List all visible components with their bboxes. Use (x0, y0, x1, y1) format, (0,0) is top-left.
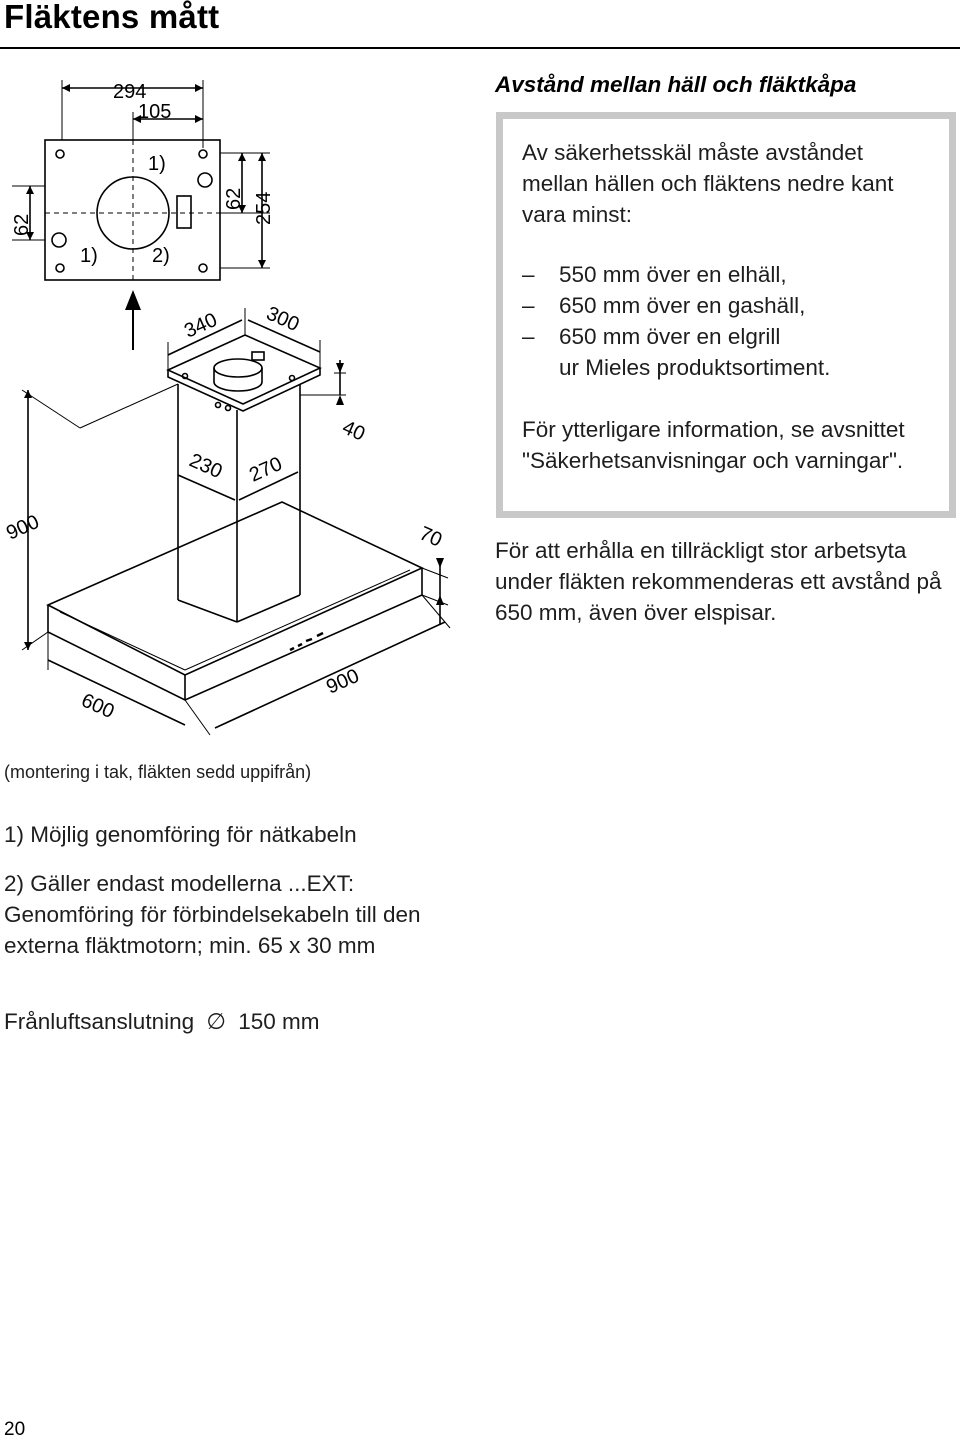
cable-opening-1b (52, 233, 66, 247)
dim-230: 230 (185, 449, 226, 484)
list-item: ur Mieles produktsortiment. (559, 355, 831, 380)
exhaust-label: Frånluftsanslutning (4, 1009, 195, 1034)
recommendation-text: För att erhålla en tillräckligt stor arbetsyta under fläkten rekommenderas ett avstånd på 650 mm, även över elspisar. (495, 538, 942, 625)
note-2: 2) Gäller endast modellerna ...EXT: Genomföring för förbindelsekabeln till den externa fläktmotorn; min. 65 x 30 mm (4, 871, 421, 958)
note-1: 1) Möjlig genomföring för nätkabeln (4, 822, 357, 847)
dim-900-width: 900 (323, 664, 363, 699)
dim-294: 294 (113, 81, 147, 103)
exhaust-connection (4, 1006, 320, 1037)
safety-warning-box (496, 112, 956, 518)
list-item: – 650 mm över en gashäll, (522, 293, 806, 318)
label-1-top: 1) (148, 153, 166, 175)
list-item: – 650 mm över en elgrill (522, 324, 781, 349)
exhaust-value: 150 mm (238, 1009, 320, 1034)
label-2: 2) (152, 245, 170, 267)
hood-dimension-diagram (0, 55, 490, 755)
cable-opening-1a (198, 173, 212, 187)
dim-270: 270 (246, 452, 286, 487)
page-number: 20 (4, 1419, 26, 1440)
safety-intro: Av säkerhetsskäl måste avståndet mellan hällen och fläktens nedre kant vara minst: (522, 140, 894, 227)
diameter-symbol: ∅ (206, 1009, 226, 1034)
distance-list (522, 259, 830, 383)
hood-canopy-top (48, 502, 422, 675)
safety-info: För ytterligare information, se avsnittet "Säkerhetsanvisningar och varningar". (522, 417, 905, 473)
diagram-caption: (montering i tak, fläkten sedd uppifrån) (4, 762, 312, 782)
dim-300: 300 (262, 302, 303, 337)
dim-70: 70 (415, 522, 446, 552)
dim-40: 40 (338, 416, 369, 446)
dim-105: 105 (138, 101, 172, 123)
dim-900-height: 900 (3, 510, 43, 545)
page-title: Fläktens mått (4, 0, 220, 35)
dim-340: 340 (181, 308, 221, 343)
title-rule (0, 47, 960, 49)
cable-opening-2 (177, 196, 191, 228)
dim-254: 254 (253, 191, 275, 225)
label-1-left: 1) (80, 245, 98, 267)
dim-600: 600 (77, 689, 118, 724)
safety-heading: Avstånd mellan häll och fläktkåpa (495, 72, 857, 97)
list-item: – 550 mm över en elhäll, (522, 262, 787, 287)
hood-top-plate (168, 335, 320, 404)
dim-62-left: 62 (11, 213, 33, 236)
dim-62-right: 62 (223, 187, 245, 210)
